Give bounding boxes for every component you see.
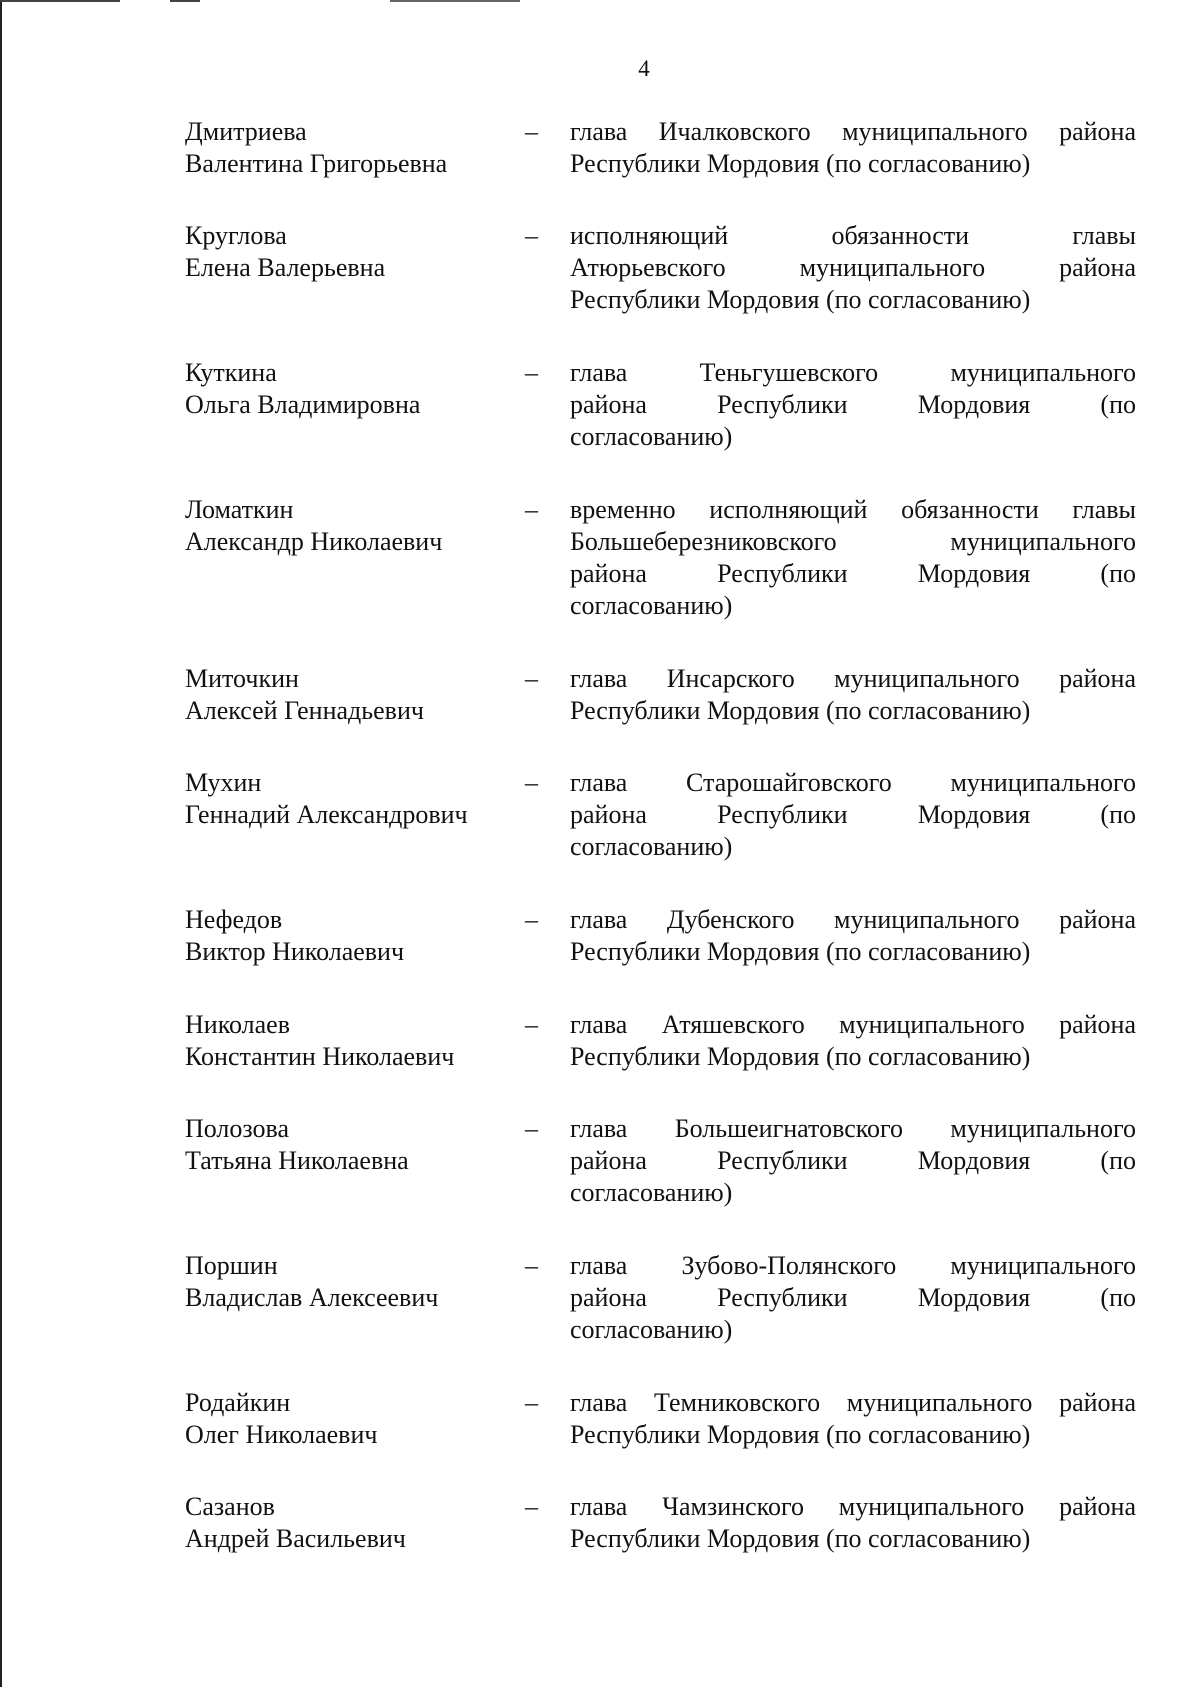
position-description: [570, 357, 1136, 453]
position-line: района Республики Мордовия (по: [570, 1283, 1136, 1312]
list-item: [185, 1113, 1136, 1209]
position-line: района Республики Мордовия (по: [570, 559, 1136, 588]
position-line: глава Старошайговского муниципального: [570, 768, 1136, 797]
dash: –: [525, 664, 538, 693]
list-item: [185, 1491, 1136, 1555]
position-description: [570, 767, 1136, 863]
position-line: временно исполняющий обязанности главы: [570, 495, 1136, 524]
position-description: [570, 1113, 1136, 1209]
scan-edge-top: [0, 0, 1200, 2]
position-line: Большеберезниковского муниципального: [570, 527, 1136, 556]
surname: Родайкин: [185, 1388, 291, 1417]
given-names: Виктор Николаевич: [185, 937, 405, 966]
given-names: Татьяна Николаевна: [185, 1146, 409, 1175]
person-name: [185, 1387, 525, 1451]
position-line: глава Инсарского муниципального района: [570, 664, 1136, 693]
position-line: согласованию): [570, 591, 733, 620]
list-item: [185, 1009, 1136, 1073]
list-item: [185, 1250, 1136, 1346]
position-line: согласованию): [570, 1315, 733, 1344]
dash: –: [525, 768, 538, 797]
position-line: Республики Мордовия (по согласованию): [570, 696, 1031, 725]
position-line: глава Зубово-Полянского муниципального: [570, 1251, 1136, 1280]
list-item: [185, 767, 1136, 863]
person-name: [185, 357, 525, 421]
position-line: Республики Мордовия (по согласованию): [570, 149, 1031, 178]
list-item: [185, 1387, 1136, 1451]
surname: Ломаткин: [185, 495, 294, 524]
person-name: [185, 1491, 525, 1555]
position-line: района Республики Мордовия (по: [570, 390, 1136, 419]
position-line: Республики Мордовия (по согласованию): [570, 937, 1031, 966]
person-name: [185, 1113, 525, 1177]
list-item: [185, 220, 1136, 316]
position-line: глава Дубенского муниципального района: [570, 905, 1136, 934]
person-name: [185, 663, 525, 727]
position-line: Атюрьевского муниципального района: [570, 253, 1136, 282]
person-name: [185, 1250, 525, 1314]
position-description: [570, 1387, 1136, 1451]
surname: Миточкин: [185, 664, 299, 693]
position-description: [570, 1250, 1136, 1346]
dash: –: [525, 905, 538, 934]
position-line: глава Теньгушевского муниципального: [570, 358, 1136, 387]
list-item: [185, 116, 1136, 180]
position-description: [570, 904, 1136, 968]
page-number: 4: [638, 56, 650, 81]
given-names: Елена Валерьевна: [185, 253, 386, 282]
given-names: Алексей Геннадьевич: [185, 696, 424, 725]
position-line: Республики Мордовия (по согласованию): [570, 1042, 1031, 1071]
position-line: исполняющий обязанности главы: [570, 221, 1136, 250]
members-list: [185, 116, 1136, 1555]
position-line: согласованию): [570, 422, 733, 451]
surname: Круглова: [185, 221, 287, 250]
dash: –: [525, 1492, 538, 1521]
given-names: Андрей Васильевич: [185, 1524, 406, 1553]
position-line: глава Атяшевского муниципального района: [570, 1010, 1136, 1039]
list-item: [185, 663, 1136, 727]
given-names: Геннадий Александрович: [185, 800, 468, 829]
person-name: [185, 220, 525, 284]
surname: Сазанов: [185, 1492, 275, 1521]
scan-edge: [0, 0, 2, 1687]
position-line: глава Ичалковского муниципального района: [570, 117, 1136, 146]
position-line: согласованию): [570, 832, 733, 861]
position-line: согласованию): [570, 1178, 733, 1207]
dash: –: [525, 1388, 538, 1417]
position-line: Республики Мордовия (по согласованию): [570, 1524, 1031, 1553]
dash: –: [525, 221, 538, 250]
person-name: [185, 494, 525, 558]
person-name: [185, 904, 525, 968]
position-line: района Республики Мордовия (по: [570, 800, 1136, 829]
surname: Николаев: [185, 1010, 290, 1039]
given-names: Александр Николаевич: [185, 527, 443, 556]
person-name: [185, 1009, 525, 1073]
list-item: [185, 357, 1136, 453]
dash: –: [525, 358, 538, 387]
surname: Полозова: [185, 1114, 289, 1143]
position-line: глава Чамзинского муниципального района: [570, 1492, 1136, 1521]
dash: –: [525, 1251, 538, 1280]
position-description: [570, 220, 1136, 316]
dash: –: [525, 1010, 538, 1039]
position-description: [570, 116, 1136, 180]
given-names: Олег Николаевич: [185, 1420, 378, 1449]
person-name: [185, 767, 525, 831]
given-names: Владислав Алексеевич: [185, 1283, 439, 1312]
list-item: [185, 904, 1136, 968]
list-item: [185, 494, 1136, 622]
position-line: Республики Мордовия (по согласованию): [570, 285, 1031, 314]
position-line: глава Большеигнатовского муниципального: [570, 1114, 1136, 1143]
given-names: Константин Николаевич: [185, 1042, 455, 1071]
given-names: Валентина Григорьевна: [185, 149, 448, 178]
surname: Дмитриева: [185, 117, 307, 146]
given-names: Ольга Владимировна: [185, 390, 421, 419]
position-description: [570, 494, 1136, 622]
position-line: глава Темниковского муниципального района: [570, 1388, 1136, 1417]
position-description: [570, 1009, 1136, 1073]
dash: –: [525, 495, 538, 524]
position-description: [570, 1491, 1136, 1555]
position-line: Республики Мордовия (по согласованию): [570, 1420, 1031, 1449]
position-line: района Республики Мордовия (по: [570, 1146, 1136, 1175]
surname: Мухин: [185, 768, 262, 797]
surname: Куткина: [185, 358, 277, 387]
surname: Нефедов: [185, 905, 283, 934]
person-name: [185, 116, 525, 180]
dash: –: [525, 117, 538, 146]
surname: Поршин: [185, 1251, 278, 1280]
position-description: [570, 663, 1136, 727]
dash: –: [525, 1114, 538, 1143]
